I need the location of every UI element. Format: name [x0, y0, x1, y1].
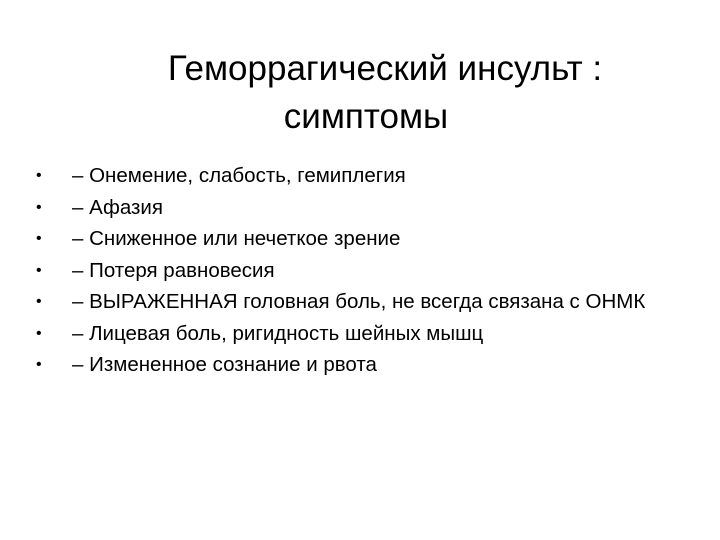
list-item — [36, 192, 686, 224]
list-item-text: – Измененное сознание и рвота — [72, 353, 377, 376]
list-item — [36, 255, 686, 287]
slide-title — [60, 45, 660, 141]
symptom-list — [36, 160, 686, 381]
slide-title-line-2: симптомы — [283, 97, 449, 137]
bullet-icon: • — [36, 198, 42, 216]
list-item — [36, 349, 686, 381]
list-item-text: – Афазия — [72, 195, 163, 219]
bullet-icon: • — [36, 167, 42, 184]
list-item — [36, 286, 686, 318]
list-item-text: – Онемение, слабость, гемиплегия — [72, 164, 406, 187]
list-item-text: – Сниженное или нечеткое зрение — [72, 227, 401, 250]
bullet-icon: • — [36, 324, 42, 342]
list-item — [36, 318, 686, 350]
bullet-icon: • — [36, 293, 42, 310]
slide-title-line-1: Геморрагический инсульт : — [167, 49, 603, 89]
list-item-text: – ВЫРАЖЕННАЯ головная боль, не всегда связана с ОНМК — [72, 290, 646, 313]
list-item — [36, 223, 686, 255]
list-item-text: – Лицевая боль, ригидность шейных мышц — [72, 321, 484, 345]
bullet-icon: • — [36, 356, 42, 373]
list-item-text: – Потеря равновесия — [72, 258, 275, 282]
bullet-icon: • — [36, 261, 42, 279]
bullet-icon: • — [36, 230, 42, 247]
list-item — [36, 160, 686, 192]
